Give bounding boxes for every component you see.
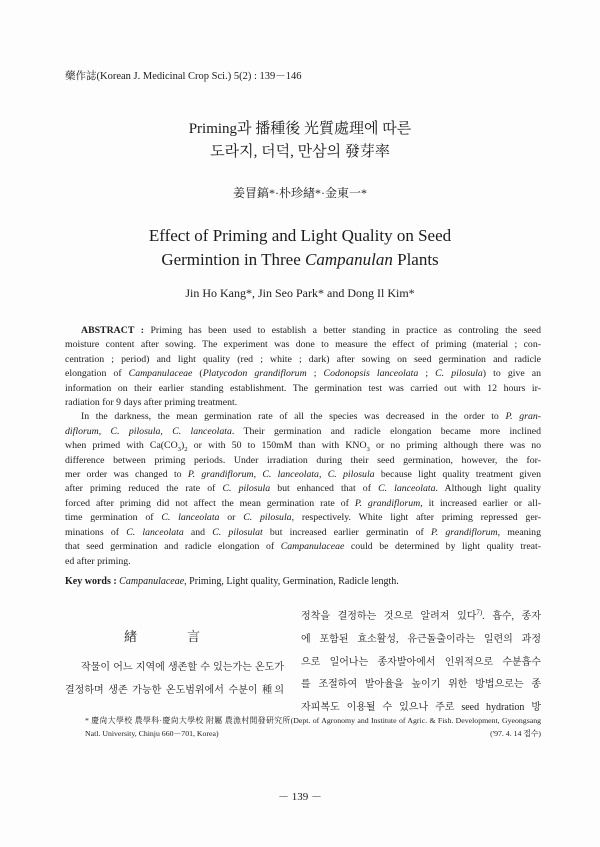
english-title-paragraph [0, 224, 600, 272]
abstract-line [65, 353, 541, 367]
text-run: ed after priming. [65, 555, 131, 567]
italic-text: Platycodon grandiflorum [202, 368, 307, 380]
italic-text: P. grandiflorum [354, 497, 421, 509]
abstract-line [65, 425, 541, 439]
text-run: or [219, 512, 244, 524]
abstract-line [65, 526, 541, 540]
abstract-line [65, 367, 541, 381]
english-title-line [0, 224, 600, 248]
introduction-right-column-line [301, 606, 541, 629]
italic-text: C. pilosula [435, 368, 483, 380]
korean-title [0, 118, 600, 164]
keywords [65, 575, 541, 589]
italic-text: diflorum [65, 425, 99, 437]
italic-text: C. lanceolata [378, 483, 436, 495]
text-run: , respectively. White light after priming repressed ger- [291, 512, 541, 524]
italic-text: C. pilosulat [212, 526, 263, 538]
text-run: because light quality treatment given [374, 469, 541, 481]
abstract-line [65, 511, 541, 525]
italic-text: P. gran- [505, 411, 541, 423]
text-run: ; [306, 368, 324, 380]
text-run: 으로 일어나는 종자발아에서 인위적으로 수분흡수 [301, 656, 541, 668]
introduction-left-column-paragraph [65, 657, 284, 702]
text-run: , [98, 425, 111, 437]
text-run: . Their germination and radicle elongation became more inclined [231, 425, 541, 437]
text-run: Germintion in Three [161, 250, 306, 269]
italic-text: C. lanceolata [172, 425, 232, 437]
introduction-left-column-line [65, 657, 284, 680]
text-run: . 흡수, 종자 [482, 611, 541, 622]
superscript: 7) [476, 609, 483, 617]
text-run: could be determined by light quality treat- [344, 541, 541, 553]
text-run: In the darkness, the mean germination rate of all the species was decreased in the order to [81, 411, 506, 423]
italic-text: C. pilosula [110, 425, 161, 437]
text-run: elongation of [65, 368, 129, 380]
text-run: Plants [392, 250, 439, 269]
text-run: 에 포함된 효소활성, 유근돌출이라는 일련의 과정 [301, 633, 541, 645]
korean-title-line: 도라지, 더덕, 만삼의 發芽率 [210, 144, 390, 160]
introduction-right-column-paragraph [301, 606, 541, 720]
text-run: ( [192, 368, 203, 380]
text-run: , meaning [497, 526, 541, 538]
text-run: 정착을 결정하는 것으로 알려져 있다 [301, 611, 477, 622]
italic-text: Codonopsis lanceolata [323, 368, 419, 380]
italic-text: C. pilosula [222, 483, 271, 495]
keywords-line [65, 575, 541, 589]
text-run: . Although light quality [435, 483, 541, 495]
introduction-left-column [65, 657, 284, 702]
abstract-line [65, 410, 541, 424]
text-run: that seed germination and radicle elongation of [65, 541, 281, 553]
italic-text: C. pilosula [243, 512, 292, 524]
text-run: time germination of [65, 512, 162, 524]
text-run: radiation for 9 days after priming treatment. [65, 397, 238, 409]
text-run: , [253, 469, 263, 481]
italic-text: Campanulaceae [280, 541, 345, 553]
text-run: , [318, 469, 328, 481]
italic-text: C. lanceolata [161, 512, 220, 524]
korean-title-line: Priming과 播種後 光質處理에 따른 [188, 121, 412, 137]
footnote [85, 714, 541, 740]
abstract-line [65, 396, 541, 410]
text-run: forced after priming did not affect the mean germination rate of [65, 497, 355, 509]
text-run: ) to give an [482, 368, 541, 380]
text-run: ) [181, 440, 185, 452]
korean-authors: 姜冒鎬*·朴珍緖*·金東一* [233, 186, 367, 200]
abstract-line [65, 482, 541, 496]
italic-text: P. grandiflorum [430, 526, 498, 538]
italic-text: C. lanceolata [126, 526, 184, 538]
introduction-right-column-line [301, 674, 541, 697]
italic-text: Campanulan [305, 250, 393, 269]
abstract-paragraph [65, 410, 541, 568]
english-authors: Jin Ho Kang*, Jin Seo Park* and Dong Il Kim* [185, 286, 415, 300]
keywords-paragraph [65, 575, 541, 589]
text-run: 를 조절하여 발아율을 높이기 위한 방법으로는 종 [301, 679, 541, 691]
text-run: ; [418, 368, 436, 380]
text-run: moisture content after sowing. The experiment was done to measure the effect of priming (material ; con- [65, 339, 541, 351]
text-run: or no priming although there was no [369, 440, 541, 452]
abstract-line [65, 439, 541, 453]
text-run: minations of [65, 526, 127, 538]
text-run: , it increased earlier or all- [420, 497, 541, 509]
introduction-left-column-line [65, 680, 284, 703]
text-run: , Priming, Light quality, Germination, Radicle length. [184, 576, 399, 587]
subscript: 2 [184, 446, 188, 454]
english-title [0, 224, 600, 272]
text-run: Priming has been used to establish a better standing in practice as controling the seed [143, 325, 541, 336]
subscript: 3 [177, 446, 181, 454]
text-run: when primed with Ca(CO [65, 440, 178, 452]
footnote-affiliation: * 慶尙大學校 農學科·慶尙大學校 附屬 農漁村開發硏究所(Dept. of Agronomy and Institute of Agric. & Fish. Development, Gyeongsang [85, 716, 541, 725]
italic-text: C. lanceolata [262, 469, 319, 481]
text-run: , [160, 425, 173, 437]
abstract-paragraph [65, 324, 541, 410]
bold-text: ABSTRACT : [81, 325, 144, 336]
text-run: 작물이 어느 지역에 생존할 수 있는가는 온도가 [81, 662, 284, 673]
text-run: after priming reduced the rate of [65, 483, 223, 495]
english-title-line [0, 248, 600, 272]
text-run: difference between priming periods. Under irradiation during their seed germination, however, the for- [65, 454, 541, 466]
section-heading-introduction: 緖 言 [124, 629, 200, 644]
italic-text: Campanulaceae [119, 576, 185, 587]
abstract-line [65, 454, 541, 468]
italic-text: P. grandiflorum [187, 469, 254, 481]
text-run: 자피복도 이용될 수 있으나 주로 seed hydration 방 [301, 702, 541, 714]
text-run: 결정하며 생존 가능한 온도범위에서 수분이 種의 [65, 684, 284, 696]
abstract-line [65, 497, 541, 511]
subscript: 3 [366, 446, 370, 454]
text-run: information on their earlier standing establishment. The germination test was carried out with 12 hours ir- [65, 382, 541, 394]
introduction-right-column [301, 606, 541, 720]
page-number: － 139 － [278, 791, 322, 803]
journal-header: 藥作誌(Korean J. Medicinal Crop Sci.) 5(2) : 139－146 [65, 71, 302, 82]
abstract-line [65, 382, 541, 396]
introduction-right-column-line [301, 629, 541, 652]
bold-text: Key words : [65, 576, 117, 587]
introduction-right-column-line [301, 652, 541, 675]
italic-text: Campanulaceae [128, 368, 193, 380]
text-run: but increased earlier germinatin of [262, 526, 431, 538]
abstract [65, 324, 541, 569]
footnote-received-date: ('97. 4. 14 접수) [490, 729, 541, 738]
abstract-line [65, 324, 541, 338]
text-run: and [183, 526, 213, 538]
text-run: but enhanced that of [270, 483, 379, 495]
text-run: or with 50 to 150mM than with KNO [187, 440, 367, 452]
text-run: centration ; period) and light quality (red ; white ; dark) after sowing on seed germination and radicle [65, 353, 541, 365]
abstract-line [65, 338, 541, 352]
abstract-line [65, 468, 541, 482]
abstract-line [65, 555, 541, 569]
abstract-line [65, 540, 541, 554]
footnote-address: Natl. University, Chinju 660－701, Korea) [85, 729, 219, 738]
italic-text: C. pilosula [327, 469, 375, 481]
text-run: Effect of Priming and Light Quality on Seed [148, 226, 452, 245]
footnote-second-line [85, 727, 541, 740]
text-run: mer order was changed to [65, 469, 188, 481]
